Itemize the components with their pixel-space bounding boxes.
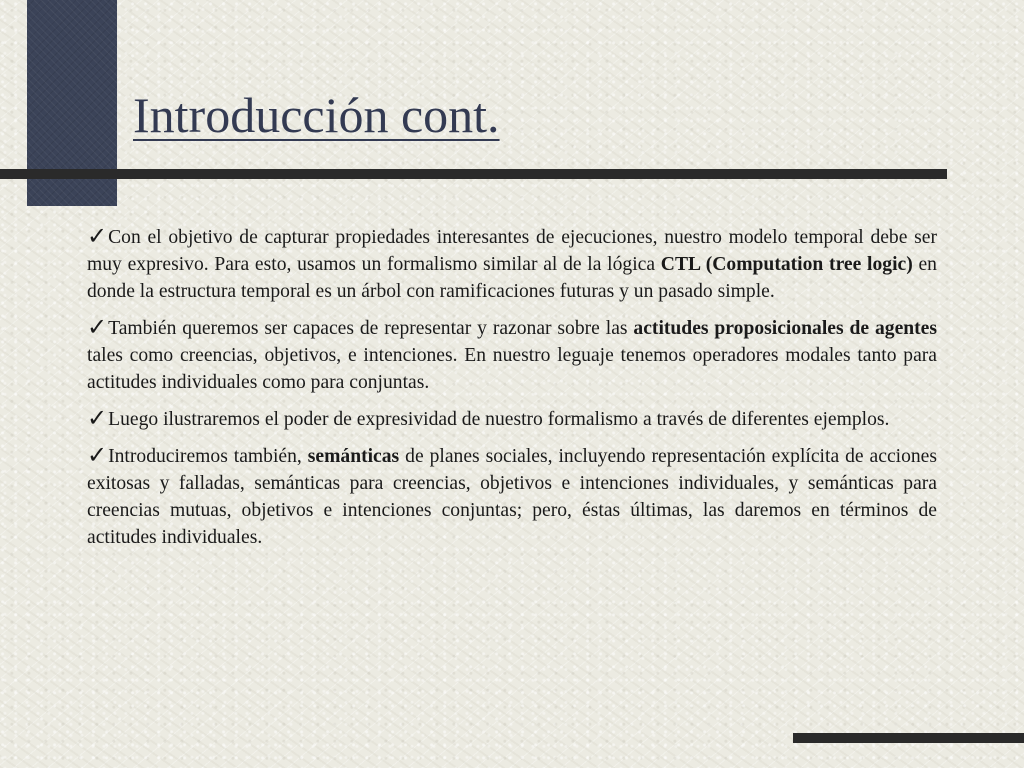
bullet-item (87, 406, 937, 433)
bullet-item (87, 443, 937, 551)
bullet-list (87, 224, 937, 561)
bullet-item (87, 315, 937, 396)
bullet-text: También queremos ser capaces de representar y razonar sobre las (108, 318, 634, 339)
bullet-text: tales como creencias, objetivos, e intenciones. En nuestro leguaje tenemos operadores modales tanto para actitudes individuales como para conjuntas. (87, 345, 937, 393)
title-divider-rule (0, 169, 947, 179)
check-mark-icon: ✓ (87, 441, 108, 469)
bullet-text: en donde la estructura temporal es un árbol con ramificaciones futuras y un pasado simple. (87, 254, 937, 302)
bullet-item (87, 224, 937, 305)
bullet-text: Introduciremos también, (108, 446, 308, 467)
bullet-text-bold: actitudes proposicionales de agentes (633, 318, 938, 339)
check-mark-icon: ✓ (87, 313, 108, 341)
bullet-text: Luego ilustraremos el poder de expresividad de nuestro formalismo a través de diferentes ejemplos. (108, 409, 890, 430)
slide-title: Introducción cont. (133, 87, 500, 143)
bullet-text: Con el objetivo de capturar propiedades interesantes de ejecuciones, nuestro modelo temporal debe ser muy expresivo. Para esto, usamos un formalismo similar al de la lógica (87, 227, 937, 275)
check-mark-icon: ✓ (87, 222, 108, 250)
bullet-text-bold: CTL (Computation tree logic) (660, 254, 913, 275)
footer-rule (793, 733, 1024, 743)
bullet-text: de planes sociales, incluyendo representación explícita de acciones exitosas y falladas, semánticas para creencias, objetivos e intenciones individuales, y semánticas para creencias mutuas, objetivos e intenciones conjuntas; pero, éstas últimas, las daremos en términos de actitudes individuales. (87, 446, 937, 548)
bullet-text-bold: semánticas (307, 446, 400, 467)
check-mark-icon: ✓ (87, 404, 108, 432)
